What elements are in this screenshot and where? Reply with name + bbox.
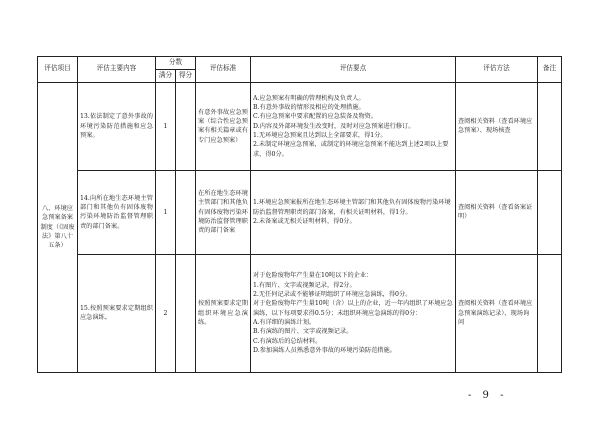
category-cell: 八、环境应急预案备案制度（《固废法》第八十五条）: [38, 82, 78, 372]
point-line: C.有应急预案中要求配置的应急装备及物资。: [253, 113, 378, 121]
obtained-score-cell: [176, 82, 196, 170]
full-score-cell: 1: [156, 82, 176, 170]
obtained-score-cell: [176, 170, 196, 254]
method-cell: 查阅相关资料（查看备案证明）: [456, 170, 538, 254]
header-content: 评估主要内容: [78, 57, 156, 83]
point-line: 1.环境应急预案报所在地生态环境主管部门和其他负有固体废物污染环境防治监督管理职责的部门备案，有相关证明材料，得1分。: [253, 199, 451, 216]
method-cell: 查阅相关资料（查看环境应急预案演练记录）、现场询问: [456, 254, 538, 372]
point-line: 对于危险废物年产生量10吨（含）以上的企业，近一年内组织了环境应急演练，以下每项要求得0.5分；未组织环境应急演练的得0分：: [253, 300, 453, 317]
points-cell: [251, 170, 456, 254]
header-full-score: 满分: [156, 69, 176, 82]
point-line: 1.无环境应急预案且达到以上全部要求，得1分。: [253, 131, 387, 139]
standard-cell: 按照预案要求定期组织环境应急演练。: [196, 254, 251, 372]
header-standard: 评估标准: [196, 57, 251, 83]
method-cell: 查阅相关资料（查看环境应急预案）、现场核查: [456, 82, 538, 170]
header-obtained: 得分: [176, 69, 196, 82]
point-line: 1.有图片、文字或视频记录，得2分。: [253, 281, 356, 289]
content-cell: 14.向所在地生态环境主管部门和其他负有固体废物污染环境防治监督管理职责的部门备案。: [78, 170, 156, 254]
full-score-cell: 2: [156, 254, 176, 372]
table-row: [38, 254, 562, 372]
points-cell: [251, 254, 456, 372]
point-line: A.应急预案有明确的管理机构及负责人。: [253, 94, 365, 102]
content-cell: 15.按照预案要求定期组织应急演练。: [78, 254, 156, 372]
full-score-cell: 1: [156, 170, 176, 254]
note-cell: [538, 170, 562, 254]
point-line: B.有演练的图片、文字或视频记录。: [253, 328, 353, 336]
point-line: 2.未制定环境应急预案，或制定的环境应急预案不能达到上述2项以上要求，得0分。: [253, 141, 449, 158]
point-line: B.有意外事故的情形及相应的处理措施。: [253, 104, 365, 112]
point-line: A.有详细的演练计划。: [253, 318, 316, 326]
header-method: 评估方法: [456, 57, 538, 83]
header-points: 评估要点: [251, 57, 456, 83]
table-row: [38, 82, 562, 170]
page-number: - 9 -: [468, 390, 508, 401]
header-score: 分数: [156, 57, 196, 70]
standard-cell: 在所在地生态环境主管部门和其他负有固体废物污染环境防治监督管理职责的部门备案: [196, 170, 251, 254]
table-row: [38, 170, 562, 254]
point-line: 2.无任何记录或不能够证明组织了环境应急演练，得0分。: [253, 291, 412, 299]
content-cell: 13.依法制定了意外事故的环境污染防范措施和应急预案。: [78, 82, 156, 170]
evaluation-table: [37, 56, 562, 373]
point-line: 对于危险废物年产生量在10吨以下的企业：: [253, 272, 373, 280]
note-cell: [538, 254, 562, 372]
note-cell: [538, 82, 562, 170]
point-line: D.参加演练人员熟悉意外事故的环境污染防范措施。: [253, 346, 396, 354]
header-note: 备注: [538, 57, 562, 83]
point-line: 2.未备案或无相关证明材料，得0分。: [253, 217, 356, 225]
standard-cell: 有意外事故应急预案（综合性应急预案有相关篇章或有专门应急预案）: [196, 82, 251, 170]
point-line: D.内容及外部环境发生改变时，及时对应急预案进行修订。: [253, 122, 415, 130]
points-cell: [251, 82, 456, 170]
point-line: C.有演练后的总结材料。: [253, 337, 322, 345]
header-item: 评估项目: [38, 57, 78, 83]
obtained-score-cell: [176, 254, 196, 372]
